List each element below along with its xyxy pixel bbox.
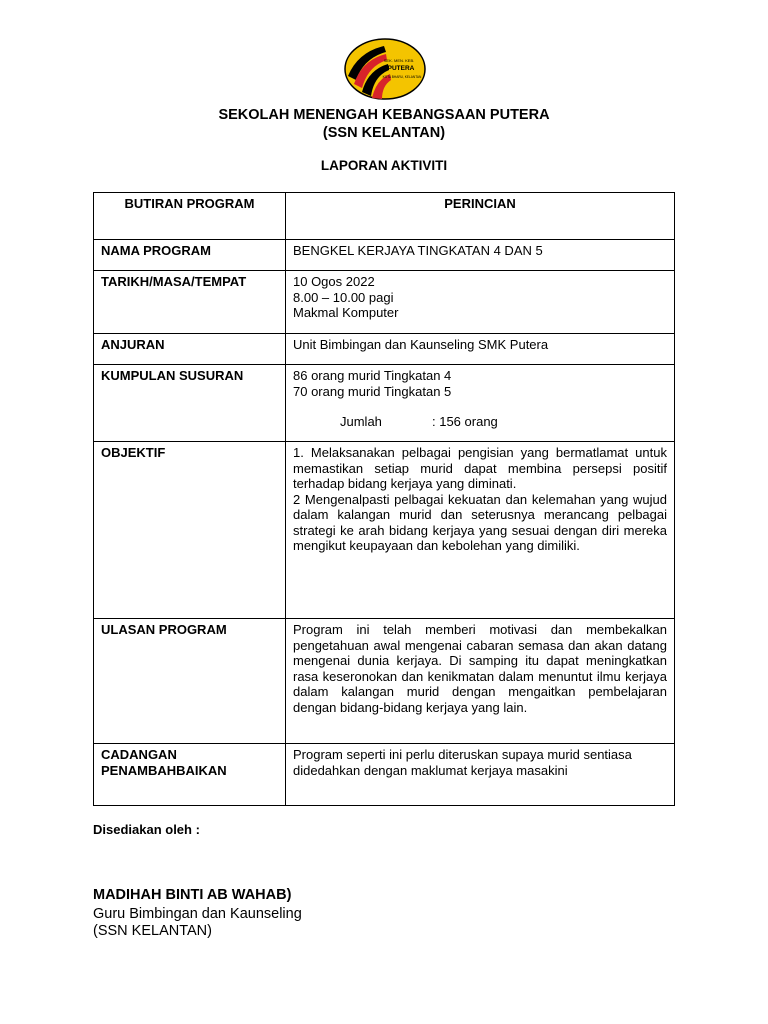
table-row-objektif (94, 442, 675, 619)
kumpulan-form4: 86 orang murid Tingkatan 4 (293, 368, 452, 383)
row-value-tarikh (286, 271, 675, 334)
total-label: Jumlah (340, 414, 382, 429)
row-label-kumpulan: KUMPULAN SUSURAN (94, 365, 286, 442)
row-label-tarikh: TARIKH/MASA/TEMPAT (94, 271, 286, 334)
objektif-item-2: 2 Mengenalpasti pelbagai kekuatan dan kelemahan yang wujud dalam kalangan murid dan seterusnya merancang pelbagai strategi ke arah bidang kerjaya yang sesuai dengan diri mereka mengikut keupayaan dan kebolehan yang dimiliki. (293, 491, 667, 553)
row-label-nama-program: NAMA PROGRAM (94, 240, 286, 271)
signatory-details (93, 906, 302, 940)
cadangan-label-line1: CADANGAN (101, 747, 177, 762)
report-title: LAPORAN AKTIVITI (320, 158, 448, 173)
logo-text-1: SEK. MEN. KEB. (383, 58, 415, 63)
row-value-cadangan: Program seperti ini perlu diteruskan supaya murid sentiasa didedahkan dengan maklumat kerjaya masakini (286, 744, 675, 806)
total-value: : 156 orang (432, 414, 498, 429)
row-label-anjuran: ANJURAN (94, 334, 286, 365)
table-row-ulasan (94, 619, 675, 744)
kumpulan-total (293, 414, 667, 430)
signatory-org: (SSN KELANTAN) (93, 923, 212, 939)
row-value-nama-program: BENGKEL KERJAYA TINGKATAN 4 DAN 5 (286, 240, 675, 271)
signatory-role: Guru Bimbingan dan Kaunseling (93, 906, 302, 922)
kumpulan-form5: 70 orang murid Tingkatan 5 (293, 383, 452, 399)
prepared-by-label: Disediakan oleh : (93, 822, 200, 837)
table-row-kumpulan (94, 365, 675, 442)
activity-report-table (93, 192, 675, 806)
column-header-description: PERINCIAN (286, 193, 675, 240)
row-value-kumpulan (286, 365, 675, 442)
tarikh-place: Makmal Komputer (293, 305, 399, 320)
logo-text-2: PUTERA (387, 65, 415, 72)
logo-text-3: KOTA BHARU, KELANTAN (382, 75, 422, 79)
row-label-cadangan (94, 744, 286, 806)
row-value-ulasan: Program ini telah memberi motivasi dan membekalkan pengetahuan awal mengenai cabaran semasa dan akan datang mengenai dunia kerjaya. Di samping itu dapat meningkatkan rasa keseronokan dan kenikmatan dalam menuntut ilmu kerjaya dalam kalangan murid dengan mengaitkan pembelajaran dengan bidang-bidang kerjaya yang lain. (286, 619, 675, 744)
row-label-objektif: OBJEKTIF (94, 442, 286, 619)
table-row-tarikh (94, 271, 675, 334)
signatory-name: MADIHAH BINTI AB WAHAB) (93, 887, 292, 903)
table-row-anjuran (94, 334, 675, 365)
school-logo (344, 38, 426, 100)
row-value-objektif (286, 442, 675, 619)
table-header-row (94, 193, 675, 240)
row-label-ulasan: ULASAN PROGRAM (94, 619, 286, 744)
row-value-anjuran: Unit Bimbingan dan Kaunseling SMK Putera (286, 334, 675, 365)
objektif-item-1: 1. Melaksanakan pelbagai pengisian yang bermatlamat untuk memastikan setiap murid dapat membina persepsi positif terhadap bidang kerjaya yang diminati. (293, 445, 667, 491)
school-subtitle: (SSN KELANTAN) (322, 125, 446, 141)
school-name: SEKOLAH MENENGAH KEBANGSAAN PUTERA (218, 107, 550, 123)
table-row-cadangan (94, 744, 675, 806)
cadangan-label-line2: PENAMBAHBAIKAN (101, 762, 227, 778)
tarikh-date: 10 Ogos 2022 (293, 274, 375, 289)
table-row-nama-program (94, 240, 675, 271)
column-header-details: BUTIRAN PROGRAM (94, 193, 286, 240)
tarikh-time: 8.00 – 10.00 pagi (293, 289, 394, 305)
